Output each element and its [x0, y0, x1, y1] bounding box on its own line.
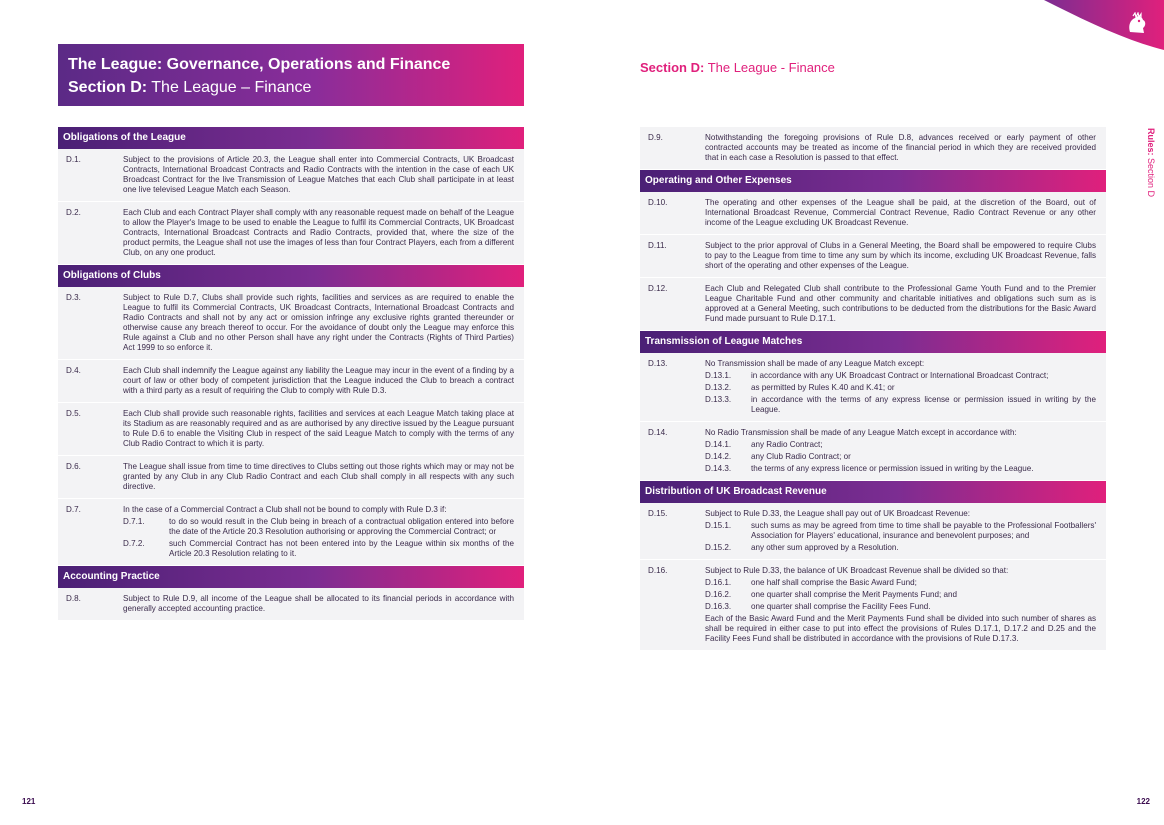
rule-number: D.12. — [648, 284, 668, 293]
sub-rule-number: D.7.1. — [123, 517, 145, 526]
section-heading: Distribution of UK Broadcast Revenue — [640, 481, 1106, 503]
sub-rule-text: in accordance with the terms of any express license or permission issued in writing by the League. — [751, 395, 1096, 414]
rule-body — [123, 594, 514, 614]
rule-text: Subject to the provisions of Article 20.3, the League shall enter into Commercial Contracts, UK Broadcast Contracts, International Broadcast Contracts and Radio Contracts with the intention in the case of each UK Broadcast Contract for the live Transmission of League Matches that each Club shall participate in at least one live televised League Match each Season. — [123, 155, 514, 194]
rule-text: Subject to Rule D.33, the balance of UK Broadcast Revenue shall be divided so that: — [705, 566, 1009, 575]
side-tab-section: Section D — [1146, 158, 1156, 198]
rule-row — [58, 499, 524, 566]
sub-rule-number: D.7.2. — [123, 539, 145, 548]
rule-number: D.3. — [66, 293, 81, 302]
rule-number: D.11. — [648, 241, 667, 250]
rule-row — [640, 353, 1106, 422]
sub-rule — [705, 371, 1096, 381]
sub-rule-text: one half shall comprise the Basic Award Fund; — [751, 578, 917, 587]
rule-row — [58, 360, 524, 403]
rule-row — [58, 588, 524, 621]
sub-rule — [705, 452, 1096, 462]
rule-number: D.1. — [66, 155, 81, 164]
sub-rule-text: the terms of any express licence or permission issued in writing by the League. — [751, 464, 1034, 473]
sub-rule-number: D.16.2. — [705, 590, 732, 599]
rule-text: Each Club and each Contract Player shall comply with any reasonable request made on behalf of the League to allow the Player's Image to be used to enable the League to fulfil its Commercial Contracts, UK Broadcast Contracts, International Broadcast Contracts and Radio Contracts, provided that, where the size of the product permits, the League shall not use the images of less than four Contract Players, each from a different Club, on any one product. — [123, 208, 514, 257]
rule-text: Notwithstanding the foregoing provisions of Rule D.8, advances received or early payment of other contracted accounts may be treated as income of the financial period in which they are received provided that in each case a Resolution is passed to that effect. — [705, 133, 1096, 162]
rule-number: D.5. — [66, 409, 81, 418]
rule-row — [640, 127, 1106, 170]
rule-row — [58, 403, 524, 456]
rule-body — [705, 359, 1096, 415]
rule-body — [705, 428, 1096, 474]
rule-row — [58, 456, 524, 499]
rule-body — [705, 509, 1096, 553]
sub-rule-number: D.15.2. — [705, 543, 732, 552]
sub-rule-text: such sums as may be agreed from time to time shall be payable to the Professional Footballers' Association for Players' educational, insurance and benevolent purposes; and — [751, 521, 1096, 540]
rule-number: D.2. — [66, 208, 81, 217]
sub-rule-number: D.13.2. — [705, 383, 732, 392]
rule-text: Each Club and Relegated Club shall contribute to the Professional Game Youth Fund and to the Premier League Charitable Fund and other community and charitable initiatives and obligations such sum as is approved at a General Meeting, such contributions to be deducted from the distributions for the Basic Award Fund made pursuant to Rule D.17.1. — [705, 284, 1096, 323]
rule-row — [640, 235, 1106, 278]
page-number-right: 122 — [1136, 797, 1150, 806]
sub-rule — [705, 440, 1096, 450]
sub-rule-text: one quarter shall comprise the Facility Fees Fund. — [751, 602, 931, 611]
rule-text: In the case of a Commercial Contract a Club shall not be bound to comply with Rule D.3 if: — [123, 505, 447, 514]
sub-rule-number: D.15.1. — [705, 521, 732, 530]
rule-body — [123, 409, 514, 449]
sub-rule — [705, 521, 1096, 541]
sub-rule — [705, 590, 1096, 600]
rule-row — [640, 422, 1106, 481]
sub-rule — [705, 383, 1096, 393]
rule-body — [123, 462, 514, 492]
sub-rule — [705, 543, 1096, 553]
rule-number: D.15. — [648, 509, 668, 518]
section-title-name: The League - Finance — [707, 60, 835, 75]
sub-rule — [705, 395, 1096, 415]
rule-number: D.8. — [66, 594, 81, 603]
rule-row — [640, 192, 1106, 235]
rule-row — [640, 560, 1106, 651]
rule-body — [123, 505, 514, 559]
left-rules-content — [58, 127, 524, 621]
rule-row — [58, 287, 524, 360]
section-heading: Obligations of Clubs — [58, 265, 524, 287]
rule-row — [58, 202, 524, 265]
rule-text: Subject to Rule D.33, the League shall pay out of UK Broadcast Revenue: — [705, 509, 971, 518]
rule-text: Subject to Rule D.9, all income of the League shall be allocated to its financial periods in accordance with generally accepted accounting practice. — [123, 594, 514, 613]
rule-text: No Transmission shall be made of any League Match except: — [705, 359, 925, 368]
rule-number: D.16. — [648, 566, 668, 575]
banner-section-label: Section D: — [68, 79, 148, 96]
rule-text: No Radio Transmission shall be made of any League Match except in accordance with: — [705, 428, 1017, 437]
section-title-label: Section D: — [640, 60, 705, 75]
rule-text: The operating and other expenses of the League shall be paid, at the discretion of the Board, out of International Broadcast Revenue, Commercial Contract Revenue, Radio Contract Revenue or any other income of the League excluding UK Broadcast Revenue. — [705, 198, 1096, 227]
sub-rule — [123, 539, 514, 559]
rule-text: Subject to the prior approval of Clubs in a General Meeting, the Board shall be empowered to require Clubs to pay to the League from time to time any sum by which its income, excluding UK Broadcast Revenue, falls short of the operating and other expenses of the League. — [705, 241, 1096, 270]
rule-row — [58, 149, 524, 202]
rule-row — [640, 503, 1106, 560]
page-banner — [58, 44, 524, 106]
sub-rule — [705, 578, 1096, 588]
banner-section-name: The League – Finance — [151, 79, 312, 96]
right-rules-content — [640, 127, 1106, 651]
side-tab-label: Rules: — [1146, 128, 1156, 156]
rule-extra-text: Each of the Basic Award Fund and the Merit Payments Fund shall be divided into such number of shares as shall be required in either case to put into effect the provisions of Rules D.17.1, D.17.2 and D.25 and the Facility Fees Fund shall be distributed in accordance with the provisions of Rule D.17.3. — [705, 614, 1096, 643]
section-heading: Accounting Practice — [58, 566, 524, 588]
section-heading: Transmission of League Matches — [640, 331, 1106, 353]
right-page — [582, 0, 1164, 825]
sub-rule-text: any Club Radio Contract; or — [751, 452, 851, 461]
rule-body — [123, 366, 514, 396]
sub-rule — [123, 517, 514, 537]
section-heading: Operating and Other Expenses — [640, 170, 1106, 192]
sub-rule — [705, 602, 1096, 612]
rule-text: Each Club shall provide such reasonable rights, facilities and services at each League Match taking place at its Stadium as are reasonably required and as are authorised by any directive issued by the League pursuant to Rule D.6 to enable the Visiting Club in respect of the said League Match to comply with the terms of any Club Radio Contract to which it is party. — [123, 409, 514, 448]
rule-body — [123, 293, 514, 353]
sub-rule-number: D.16.1. — [705, 578, 732, 587]
sub-rule-number: D.13.1. — [705, 371, 732, 380]
rule-number: D.4. — [66, 366, 81, 375]
rule-text: Each Club shall indemnify the League against any liability the League may incur in the event of a finding by a court of law or other body of competent jurisdiction that the League induced the Club to breach a contract with a third party as a result of requiring the Club to comply with Rule D.3. — [123, 366, 514, 395]
rule-body — [705, 198, 1096, 228]
sub-rule-text: to do so would result in the Club being in breach of a contractual obligation entered into before the date of the Article 20.3 Resolution authorising or approving the Commercial Contract; or — [169, 517, 514, 536]
rule-number: D.14. — [648, 428, 668, 437]
rule-body — [123, 208, 514, 258]
sub-rule-text: as permitted by Rules K.40 and K.41; or — [751, 383, 895, 392]
rule-number: D.7. — [66, 505, 81, 514]
rule-row — [640, 278, 1106, 331]
banner-subtitle — [68, 79, 311, 97]
premier-league-lion-icon — [1124, 12, 1150, 38]
rule-number: D.13. — [648, 359, 668, 368]
sub-rule-text: one quarter shall comprise the Merit Payments Fund; and — [751, 590, 958, 599]
page-number-left: 121 — [22, 797, 36, 806]
rule-number: D.6. — [66, 462, 81, 471]
rule-text: The League shall issue from time to time directives to Clubs setting out those rights which may or may not be granted by any Club in any Club Radio Contract and each Club shall comply in all respects with any such directive. — [123, 462, 514, 491]
sub-rule-number: D.14.3. — [705, 464, 732, 473]
rule-number: D.10. — [648, 198, 668, 207]
rule-number: D.9. — [648, 133, 663, 142]
sub-rule-number: D.13.3. — [705, 395, 732, 404]
sub-rule-text: any Radio Contract; — [751, 440, 823, 449]
rule-body — [705, 133, 1096, 163]
side-tab — [1146, 128, 1156, 197]
banner-title: The League: Governance, Operations and Finance — [68, 56, 451, 73]
sub-rule-text: such Commercial Contract has not been entered into by the League within six months of the Article 20.3 Resolution relating to it. — [169, 539, 514, 558]
section-title — [640, 60, 835, 75]
rule-body — [705, 241, 1096, 271]
sub-rule-text: any other sum approved by a Resolution. — [751, 543, 899, 552]
sub-rule-number: D.14.2. — [705, 452, 732, 461]
section-heading: Obligations of the League — [58, 127, 524, 149]
sub-rule-text: in accordance with any UK Broadcast Contract or International Broadcast Contract; — [751, 371, 1049, 380]
sub-rule — [705, 464, 1096, 474]
rule-body — [705, 566, 1096, 644]
rule-body — [123, 155, 514, 195]
sub-rule-number: D.14.1. — [705, 440, 732, 449]
sub-rule-number: D.16.3. — [705, 602, 732, 611]
rule-text: Subject to Rule D.7, Clubs shall provide such rights, facilities and services as are required to enable the League to fulfil its Commercial Contracts, UK Broadcast Contracts, International Broadcast Contracts and Radio Contracts and shall not by any act or omission infringe any exclusive rights granted thereunder or otherwise cause any breach thereof to occur. For the avoidance of doubt only the League may enforce this Rule against a Club and no other Person shall have any right under the Contracts (Rights of Third Parties) Act 1999 to so enforce it. — [123, 293, 514, 352]
rule-body — [705, 284, 1096, 324]
